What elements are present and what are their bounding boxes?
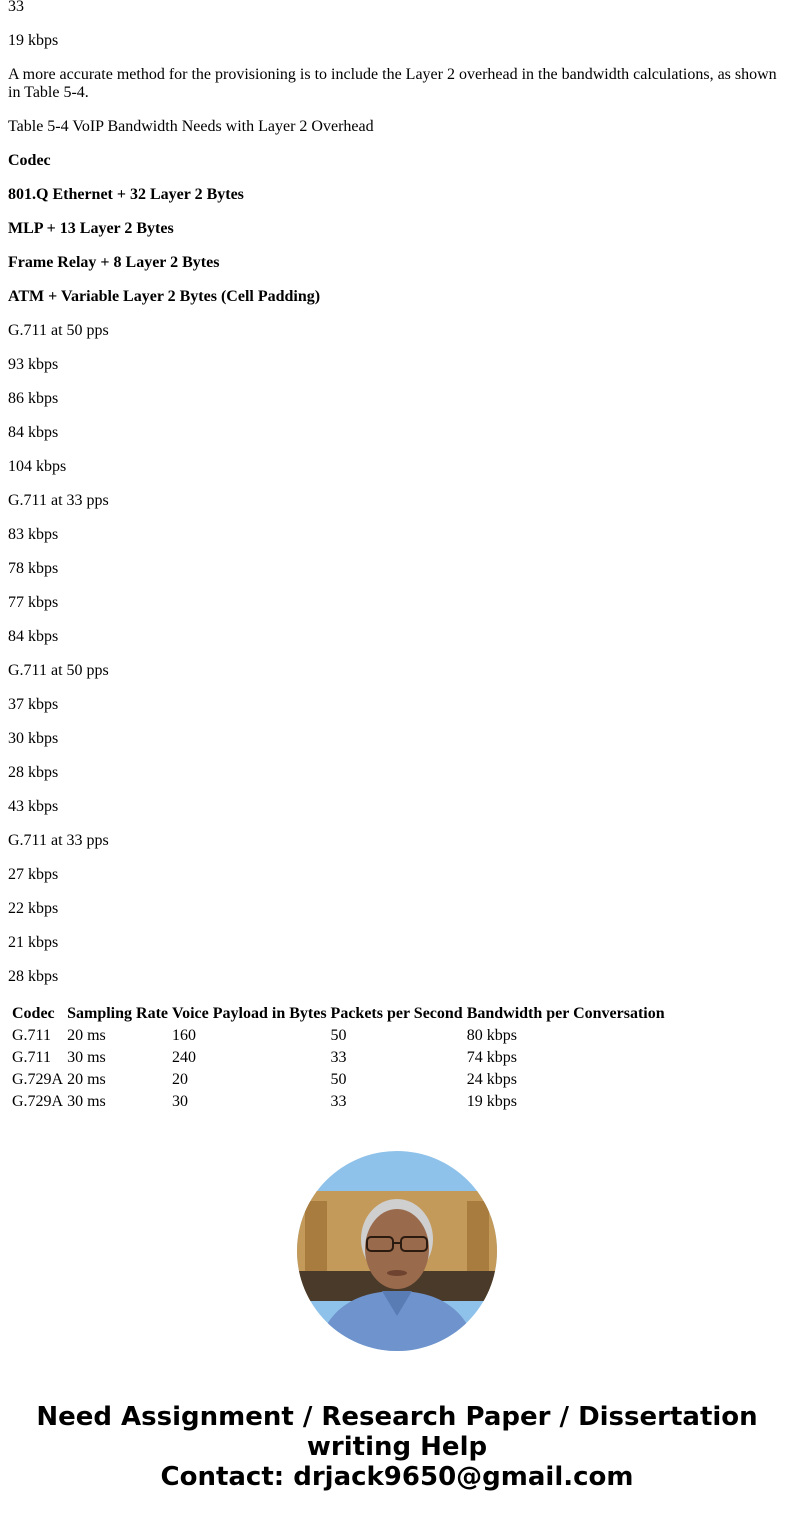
l2-cell: 93 kbps — [8, 356, 59, 373]
l2-cell: 21 kbps — [8, 934, 59, 951]
table-cell: 20 — [172, 1071, 189, 1088]
l2-header-mlp: MLP + 13 Layer 2 Bytes — [8, 220, 174, 237]
table-cell: 30 ms — [67, 1093, 106, 1110]
l2-cell: 86 kbps — [8, 390, 59, 407]
table-cell: 30 — [172, 1093, 189, 1110]
l2-cell: 83 kbps — [8, 526, 59, 543]
table-cell: 160 — [172, 1027, 197, 1044]
column-header-codec: Codec — [12, 1005, 55, 1022]
l2-row-codec: G.711 at 33 pps — [8, 492, 109, 509]
l2-cell: 30 kbps — [8, 730, 59, 747]
table-cell: G.729A — [12, 1071, 64, 1088]
table-cell: 80 kbps — [466, 1027, 517, 1044]
l2-cell: 22 kbps — [8, 900, 59, 917]
l2-header-codec: Codec — [8, 152, 51, 169]
table-header-row — [11, 1004, 666, 1024]
column-header-bandwidth: Bandwidth per Conversation — [466, 1005, 665, 1022]
l2-row-codec: G.711 at 50 pps — [8, 322, 109, 339]
table-cell: 24 kbps — [466, 1071, 517, 1088]
table-cell: 50 — [330, 1027, 347, 1044]
author-portrait-image — [297, 1151, 497, 1351]
table-cell: 50 — [330, 1071, 347, 1088]
table-cell: G.729A — [12, 1093, 64, 1110]
table-cell: 33 — [330, 1049, 347, 1066]
l2-header-ethernet: 801.Q Ethernet + 32 Layer 2 Bytes — [8, 186, 244, 203]
table-cell: 33 — [330, 1093, 347, 1110]
l2-cell: 27 kbps — [8, 866, 59, 883]
table-cell: G.711 — [12, 1049, 51, 1066]
l2-cell: 78 kbps — [8, 560, 59, 577]
column-header-sampling-rate: Sampling Rate — [67, 1005, 169, 1022]
codec-bandwidth-table — [9, 1002, 668, 1114]
table-cell: 19 kbps — [466, 1093, 517, 1110]
table-caption: Table 5-4 VoIP Bandwidth Needs with Layer 2 Overhead — [8, 118, 374, 135]
intro-bandwidth: 19 kbps — [8, 32, 59, 49]
promo-banner — [0, 1402, 794, 1492]
intro-number: 33 — [8, 0, 24, 15]
table-cell: G.711 — [12, 1027, 51, 1044]
promo-line-2: writing Help — [306, 1432, 488, 1462]
table-row — [11, 1070, 666, 1090]
table-cell: 240 — [172, 1049, 197, 1066]
table-row — [11, 1026, 666, 1046]
column-header-packets-per-second: Packets per Second — [330, 1005, 463, 1022]
table-row — [11, 1092, 666, 1112]
column-header-voice-payload: Voice Payload in Bytes — [172, 1005, 327, 1022]
table-row — [11, 1048, 666, 1068]
table-cell: 30 ms — [67, 1049, 106, 1066]
l2-cell: 43 kbps — [8, 798, 59, 815]
table-cell: 20 ms — [67, 1071, 106, 1088]
table-cell: 20 ms — [67, 1027, 106, 1044]
l2-cell: 28 kbps — [8, 764, 59, 781]
table-cell: 74 kbps — [466, 1049, 517, 1066]
l2-header-atm: ATM + Variable Layer 2 Bytes (Cell Padding) — [8, 288, 321, 305]
l2-cell: 28 kbps — [8, 968, 59, 985]
l2-cell: 84 kbps — [8, 628, 59, 645]
l2-cell: 37 kbps — [8, 696, 59, 713]
promo-line-1: Need Assignment / Research Paper / Dissertation — [36, 1402, 758, 1432]
provisioning-paragraph: A more accurate method for the provisioning is to include the Layer 2 overhead in the bandwidth calculations, as shown in Table 5-4. — [8, 66, 777, 101]
l2-row-codec: G.711 at 50 pps — [8, 662, 109, 679]
author-avatar — [297, 1151, 497, 1351]
l2-cell: 104 kbps — [8, 458, 67, 475]
l2-cell: 84 kbps — [8, 424, 59, 441]
l2-cell: 77 kbps — [8, 594, 59, 611]
l2-row-codec: G.711 at 33 pps — [8, 832, 109, 849]
l2-header-frame-relay: Frame Relay + 8 Layer 2 Bytes — [8, 254, 220, 271]
promo-contact[interactable]: Contact: drjack9650@gmail.com — [160, 1462, 634, 1492]
